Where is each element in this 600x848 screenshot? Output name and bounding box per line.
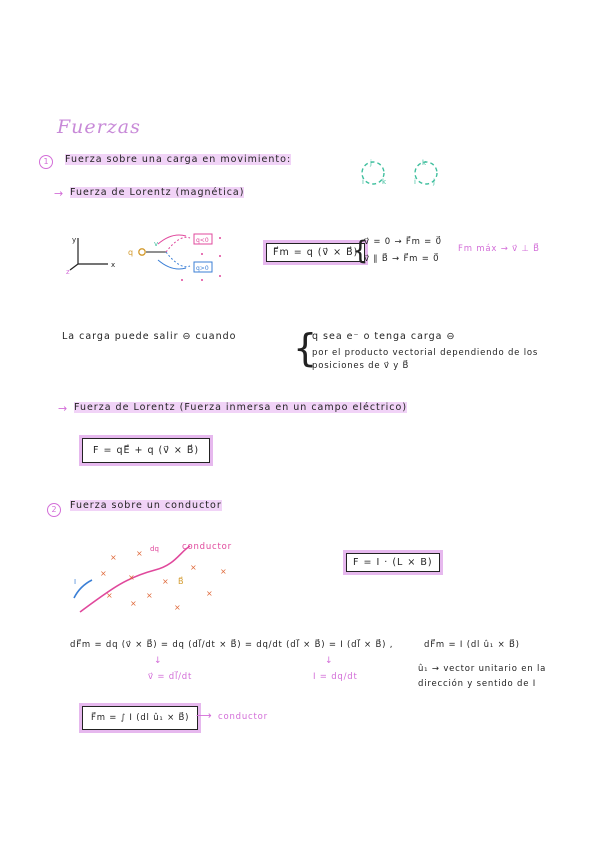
section-number: 1 bbox=[39, 155, 53, 169]
section-heading-2: Fuerza sobre un conductor bbox=[70, 500, 222, 511]
conductor-label: conductor bbox=[182, 542, 232, 552]
svg-text:×: × bbox=[128, 573, 135, 582]
note-right-3: posiciones de v⃗ y B⃗ bbox=[312, 361, 410, 371]
axis-z-label: z bbox=[66, 268, 70, 274]
brace-note: { bbox=[293, 326, 318, 370]
svg-text:×: × bbox=[146, 591, 153, 600]
section-number-2: 2 bbox=[47, 503, 61, 517]
conductor-diagram bbox=[70, 540, 240, 620]
icon-i-right: i bbox=[414, 178, 416, 186]
unit-vector-def-2: dirección y sentido de I bbox=[418, 679, 537, 689]
sub-arrow: → bbox=[54, 187, 64, 200]
svg-text:×: × bbox=[174, 603, 181, 612]
integral-arrow: ⟶ bbox=[196, 709, 212, 722]
page-title: Fuerzas bbox=[57, 116, 141, 138]
lorentz-formula-box: F⃗m = q (v⃗ × B⃗) bbox=[266, 243, 365, 262]
note-right-1: q sea e⁻ o tenga carga ⊖ bbox=[312, 331, 456, 342]
conductor-formula-box: F = I · (L × B) bbox=[346, 553, 440, 572]
arrow-down-1: ↓ bbox=[154, 656, 162, 666]
velocity-definition: v⃗ = dl⃗/dt bbox=[148, 672, 193, 682]
svg-text:×: × bbox=[162, 577, 169, 586]
brace: { bbox=[352, 236, 369, 266]
dq-label: dq bbox=[150, 545, 159, 553]
max-force-condition: Fm máx → v⃗ ⊥ B⃗ bbox=[458, 244, 540, 254]
velocity-label: v bbox=[154, 240, 159, 248]
svg-text:×: × bbox=[110, 553, 117, 562]
current-definition: I = dq/dt bbox=[313, 672, 358, 682]
section-heading: Fuerza sobre una carga en movimiento: bbox=[65, 154, 292, 165]
rotation-circle-left bbox=[362, 162, 384, 184]
subheading-lorentz: Fuerza de Lorentz (magnética) bbox=[70, 187, 245, 198]
label-qpos: q>0 bbox=[196, 265, 209, 272]
svg-text:×: × bbox=[136, 549, 143, 558]
axis-y-label: y bbox=[72, 236, 77, 244]
svg-text:×: × bbox=[130, 599, 137, 608]
rotation-icons bbox=[356, 155, 446, 191]
force-derivation: dF⃗m = dq (v⃗ × B⃗) = dq (dl⃗/dt × B⃗) = dq/dt (dl⃗ × B⃗) = I (dl⃗ × B⃗) , bbox=[70, 640, 394, 650]
charge-particle bbox=[139, 249, 145, 255]
note-right-2: por el producto vectorial dependiendo de los bbox=[312, 348, 539, 358]
icon-k-right: k bbox=[422, 159, 427, 167]
condition-parallel: v⃗ ∥ B⃗ → F⃗m = 0⃗ bbox=[364, 254, 440, 264]
current-label: I bbox=[74, 578, 77, 586]
force-element-formula: dF⃗m = I (dl û₁ × B⃗) bbox=[424, 640, 520, 650]
subheading-lorentz-electric: Fuerza de Lorentz (Fuerza inmersa en un campo eléctrico) bbox=[74, 402, 408, 413]
charge-q-label: q bbox=[128, 248, 134, 257]
unit-vector-def-1: û₁ → vector unitario en la bbox=[418, 664, 547, 674]
charge-trajectory-diagram bbox=[128, 228, 233, 284]
icon-j-right: j bbox=[433, 178, 435, 186]
svg-text:×: × bbox=[220, 567, 227, 576]
icon-i-left: i bbox=[362, 178, 364, 186]
svg-text:×: × bbox=[100, 569, 107, 578]
condition-zero-velocity: v⃗ = 0 → F⃗m = 0⃗ bbox=[364, 237, 442, 247]
icon-k-left: k bbox=[382, 178, 387, 186]
label-qneg: q<0 bbox=[196, 237, 209, 244]
note-left: La carga puede salir ⊖ cuando bbox=[62, 331, 237, 342]
lorentz-total-formula-box: F = qE⃗ + q (v⃗ × B⃗) bbox=[82, 438, 210, 463]
axes-diagram bbox=[66, 232, 126, 274]
axis-x-label: x bbox=[111, 261, 116, 269]
arrow-down-2: ↓ bbox=[325, 656, 333, 666]
icon-j: j bbox=[370, 159, 372, 167]
integral-conductor-label: conductor bbox=[218, 712, 268, 722]
integral-formula-box: F⃗m = ∫ I (dl û₁ × B⃗) bbox=[82, 706, 198, 730]
sub-arrow-2: → bbox=[58, 402, 68, 415]
svg-text:×: × bbox=[206, 589, 213, 598]
svg-text:×: × bbox=[106, 591, 113, 600]
svg-text:×: × bbox=[190, 563, 197, 572]
field-b-label: B⃗ bbox=[178, 577, 184, 586]
